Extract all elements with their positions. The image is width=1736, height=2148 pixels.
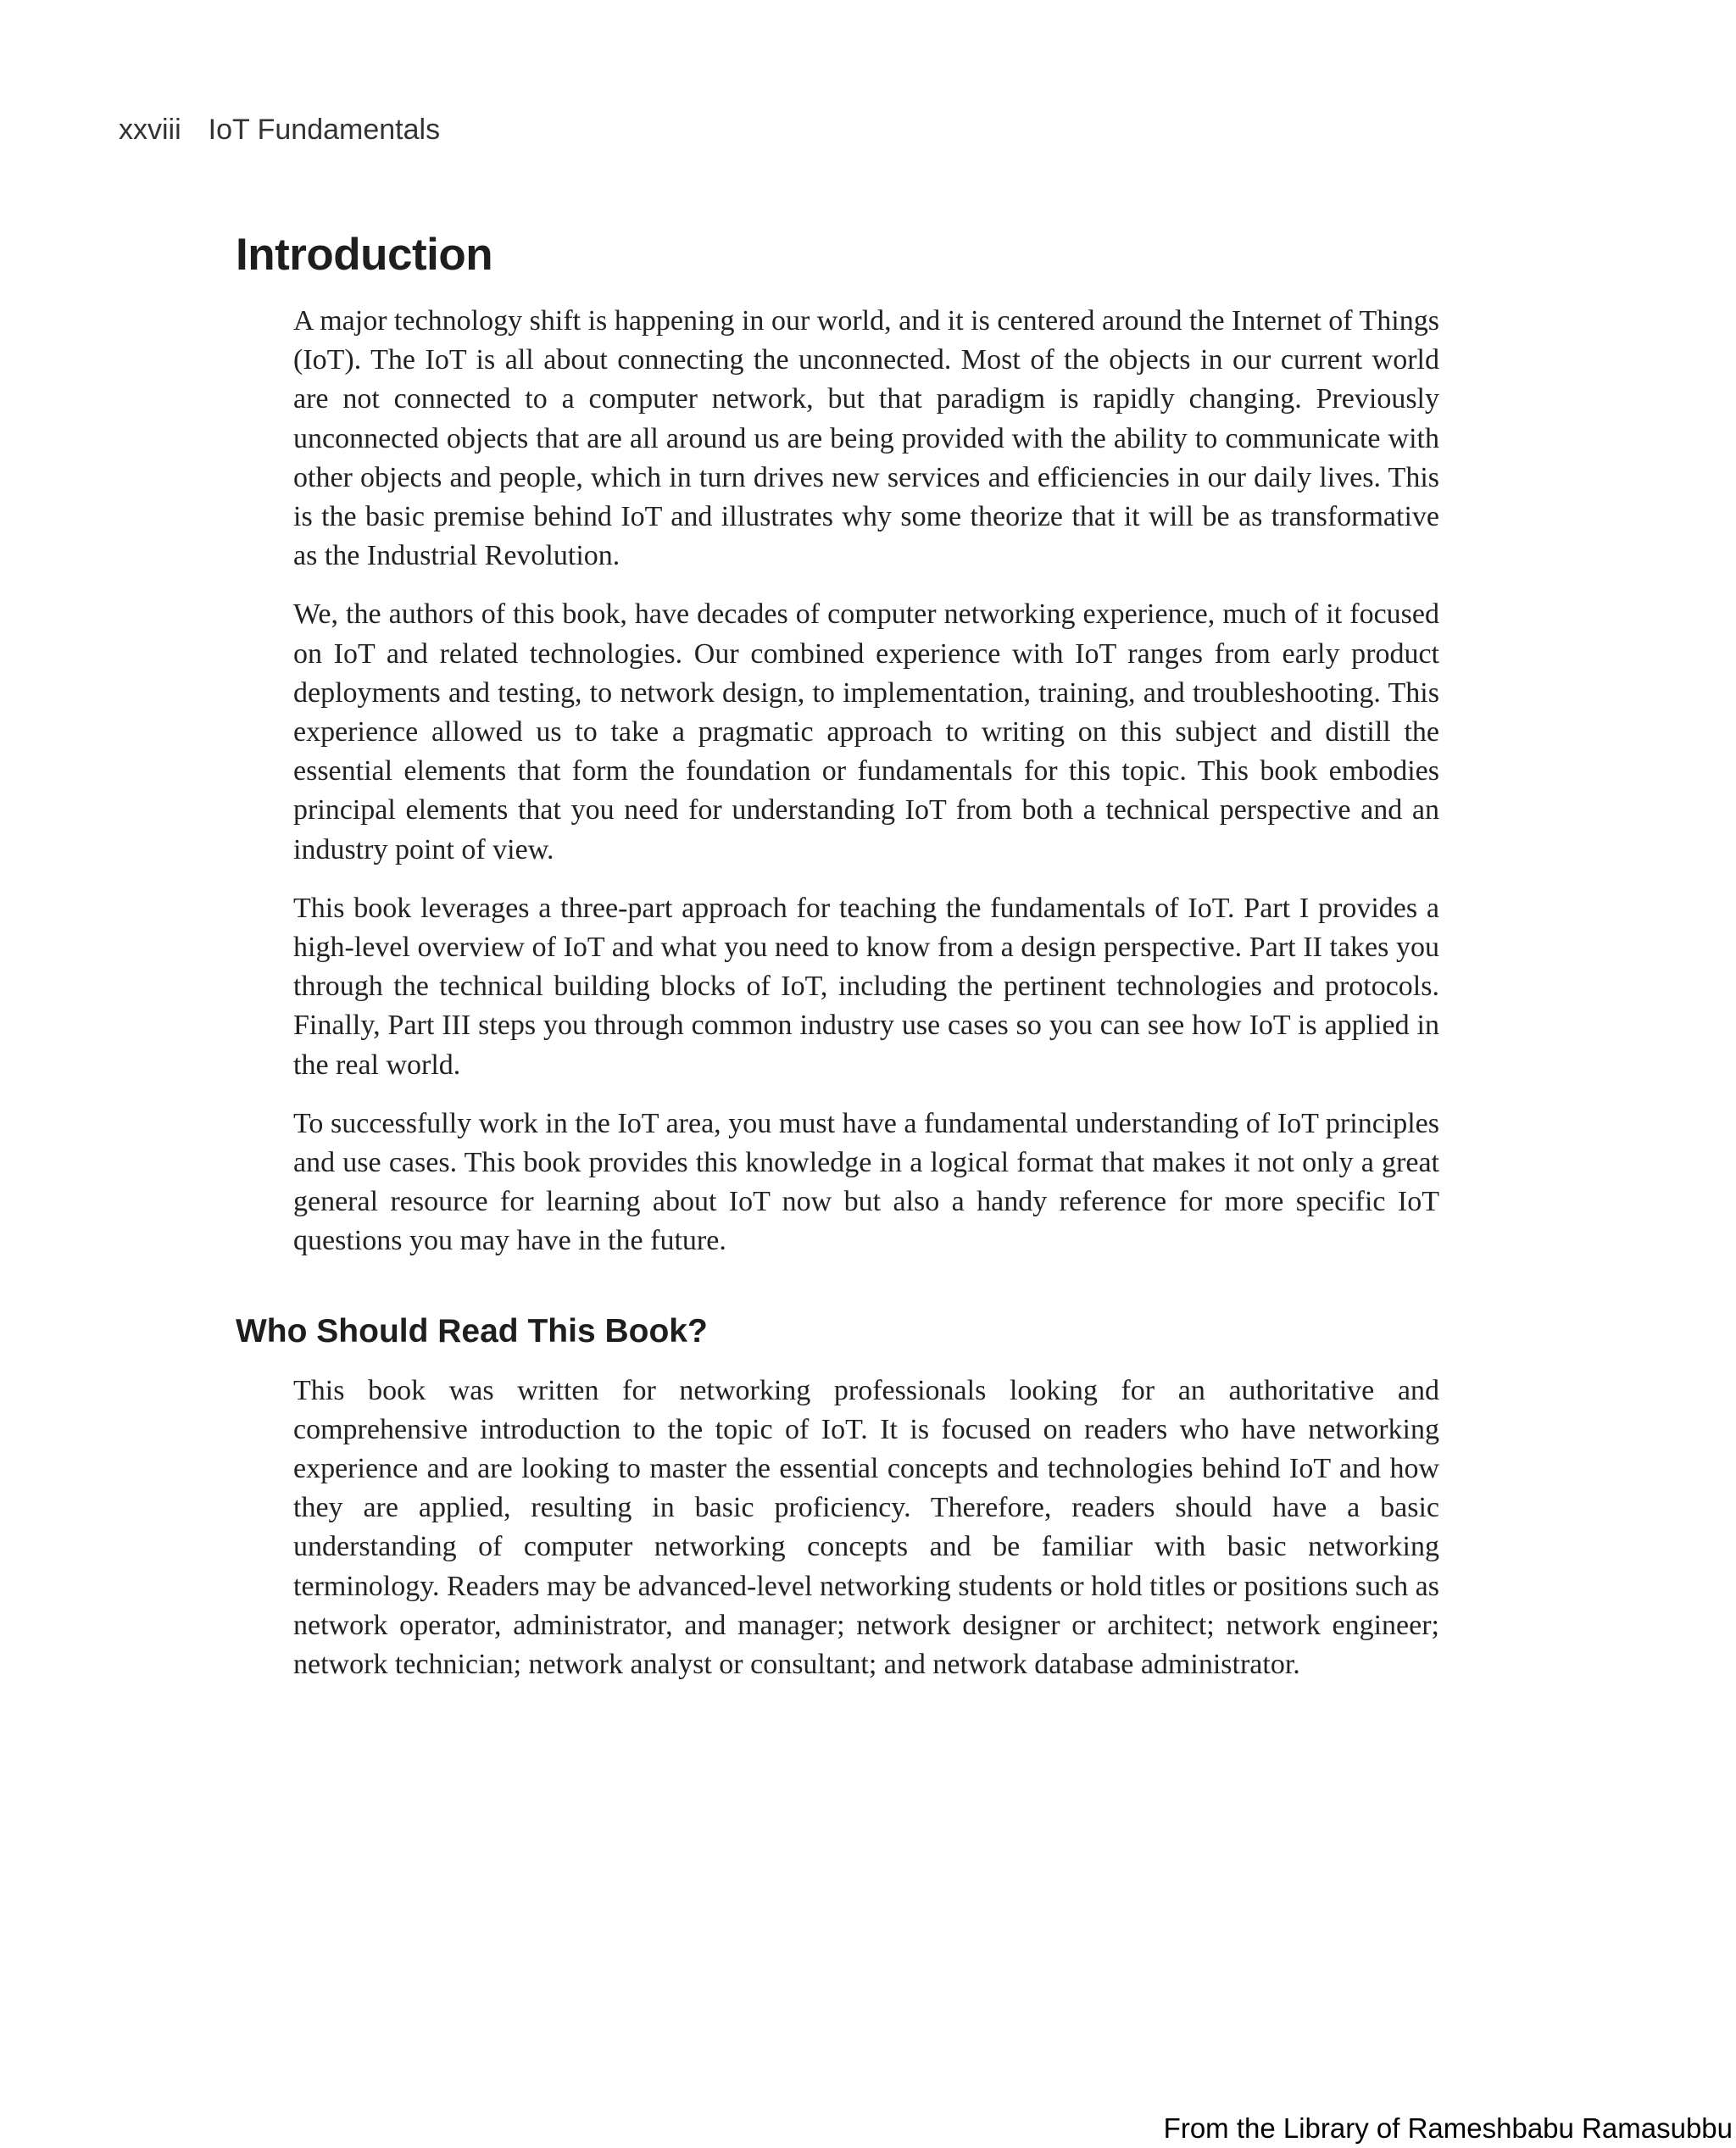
paragraph: A major technology shift is happening in our world, and it is centered around the Internet of Things (IoT). The IoT is all about connecting the unconnected. Most of the objects in our current world are not connected to a computer network, but that paradigm is rapidly changing. Previously unconnected objects that are all around us are being provided with the ability to communicate with other objects and people, which in turn drives new services and efficiencies in our daily lives. This is the basic premise behind IoT and illustrates why some theorize that it will be as transformative as the Industrial Revolution. bbox=[293, 305, 1439, 572]
introduction-body bbox=[293, 302, 1439, 1261]
paragraph: To successfully work in the IoT area, you must have a fundamental understanding of IoT principles and use cases. This book provides this knowledge in a logical format that makes it not only a great general resource for learning about IoT now but also a handy reference for more specific IoT questions you may have in the future. bbox=[293, 1107, 1439, 1257]
book-title: IoT Fundamentals bbox=[208, 114, 441, 146]
introduction-heading: Introduction bbox=[236, 230, 493, 280]
paragraph: This book was written for networking professionals looking for an authoritative and comprehensive introduction to the topic of IoT. It is focused on readers who have networking experience and are looking to master the essential concepts and technologies behind IoT and how they are applied, resulting in basic proficiency. Therefore, readers should have a basic understanding of computer networking concepts and be familiar with basic networking terminology. Readers may be advanced-level networking students or hold titles or positions such as network operator, administrator, and manager; network designer or architect; network engineer; network technician; network analyst or consultant; and network database administrator. bbox=[293, 1374, 1439, 1681]
page-content bbox=[236, 227, 1456, 1704]
paragraph: We, the authors of this book, have decades of computer networking experience, much of it focused on IoT and related technologies. Our combined experience with IoT ranges from early product deployments and testing, to network design, to implementation, training, and troubleshooting. This experience allowed us to take a pragmatic approach to writing on this subject and distill the essential elements that form the foundation or fundamentals for this topic. This book embodies principal elements that you need for understanding IoT from both a technical perspective and an industry point of view. bbox=[293, 598, 1439, 865]
library-watermark: From the Library of Rameshbabu Ramasubbu bbox=[1163, 2112, 1733, 2144]
running-head bbox=[119, 114, 440, 147]
who-should-read-heading: Who Should Read This Book? bbox=[236, 1312, 708, 1349]
paragraph: This book leverages a three-part approach for teaching the fundamentals of IoT. Part I provides a high-level overview of IoT and what you need to know from a design perspective. Part II takes you through the technical building blocks of IoT, including the pertinent technologies and protocols. Finally, Part III steps you through common industry use cases so you can see how IoT is applied in the real world. bbox=[293, 892, 1439, 1081]
who-should-read-body bbox=[293, 1372, 1439, 1685]
page-number: xxviii bbox=[119, 114, 181, 146]
